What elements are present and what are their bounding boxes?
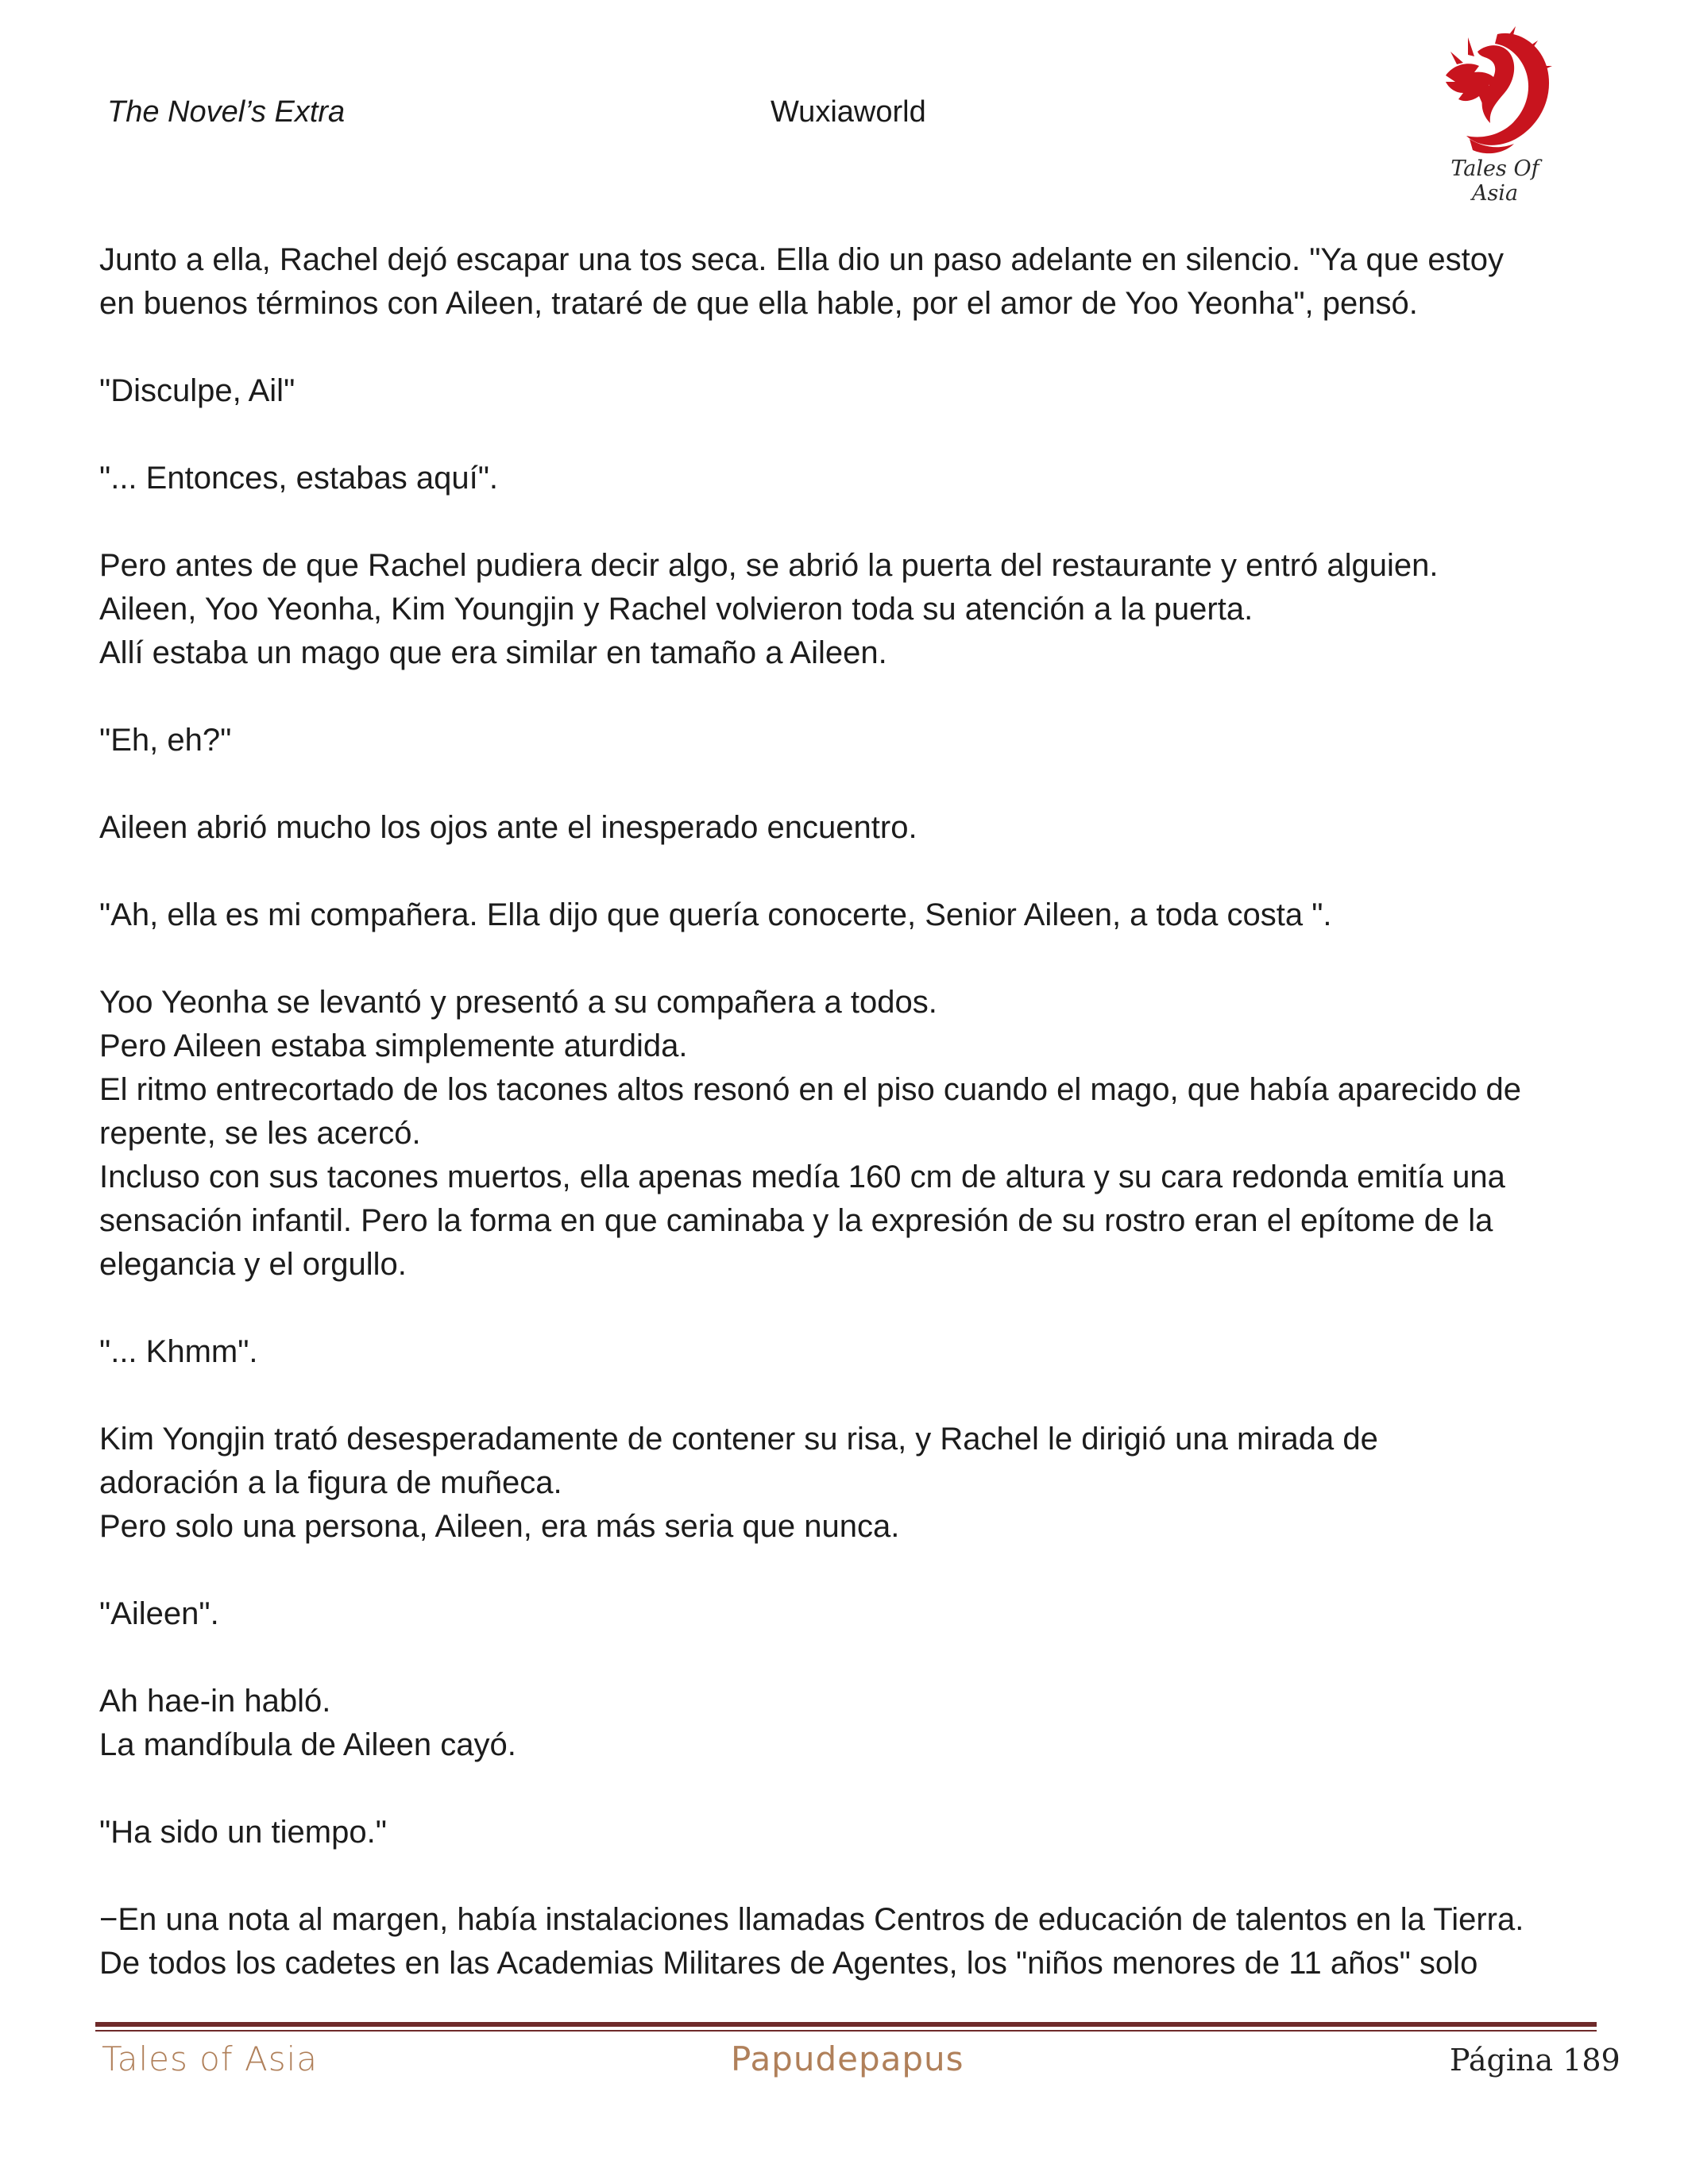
- text-line: Junto a ella, Rachel dejó escapar una tos seca. Ella dio un paso adelante en silencio. "Ya que estoy: [99, 242, 1504, 277]
- logo-text: Tales Of Asia: [1450, 156, 1539, 206]
- footer-rule-thin: [95, 2030, 1597, 2032]
- text-line: "Disculpe, Ail": [99, 373, 295, 408]
- text-line: Allí estaba un mago que era similar en tamaño a Aileen.: [99, 635, 887, 670]
- text-line: "Ha sido un tiempo.": [99, 1815, 387, 1850]
- paragraph: [99, 1898, 1593, 1985]
- text-line: El ritmo entrecortado de los tacones altos resonó en el piso cuando el mago, que había aparecido de: [99, 1072, 1522, 1107]
- paragraph: [99, 1811, 1593, 1854]
- paragraph: [99, 719, 1593, 762]
- paragraph: [99, 893, 1593, 937]
- footer-translator: Papudepapus: [731, 2039, 964, 2078]
- text-line: "Eh, eh?": [99, 723, 232, 758]
- text-line: Yoo Yeonha se levantó y presentó a su compañera a todos.: [99, 985, 937, 1020]
- footer-rule-thick: [95, 2022, 1597, 2027]
- footer-site: Tales of Asia: [102, 2039, 319, 2078]
- text-line: Kim Yongjin trató desesperadamente de contener su risa, y Rachel le dirigió una mirada de: [99, 1422, 1378, 1457]
- text-line: "... Entonces, estabas aquí".: [99, 461, 499, 496]
- text-line: −En una nota al margen, había instalaciones llamadas Centros de educación de talentos en la Tierra.: [99, 1902, 1524, 1937]
- text-line: Pero antes de que Rachel pudiera decir algo, se abrió la puerta del restaurante y entró alguien.: [99, 548, 1439, 583]
- paragraph: [99, 1418, 1593, 1549]
- paragraph: [99, 1592, 1593, 1636]
- paragraph: [99, 457, 1593, 500]
- text-line: repente, se les acercó.: [99, 1116, 421, 1151]
- text-line: Incluso con sus tacones muertos, ella apenas medía 160 cm de altura y su cara redonda emitía una: [99, 1160, 1505, 1194]
- text-line: La mandíbula de Aileen cayó.: [99, 1727, 516, 1762]
- text-line: adoración a la figura de muñeca.: [99, 1465, 562, 1500]
- text-line: Ah hae-in habló.: [99, 1684, 331, 1719]
- text-line: "Ah, ella es mi compañera. Ella dijo que quería conocerte, Senior Aileen, a toda costa ".: [99, 897, 1332, 932]
- text-line: "Aileen".: [99, 1596, 219, 1631]
- text-line: elegancia y el orgullo.: [99, 1247, 407, 1282]
- text-line: Aileen abrió mucho los ojos ante el inesperado encuentro.: [99, 810, 917, 845]
- text-line: Pero solo una persona, Aileen, era más seria que nunca.: [99, 1509, 900, 1544]
- text-line: Aileen, Yoo Yeonha, Kim Youngjin y Rachel volvieron toda su atención a la puerta.: [99, 592, 1253, 627]
- text-line: en buenos términos con Aileen, trataré de que ella hable, por el amor de Yoo Yeonha", pensó.: [99, 286, 1418, 321]
- page-number: Página 189: [1450, 2043, 1620, 2078]
- text-line: sensación infantil. Pero la forma en que caminaba y la expresión de su rostro eran el epítome de la: [99, 1203, 1493, 1238]
- text-line: Pero Aileen estaba simplemente aturdida.: [99, 1028, 688, 1063]
- paragraph: [99, 238, 1593, 326]
- tales-of-asia-logo: [1422, 20, 1565, 206]
- paragraph: [99, 981, 1593, 1287]
- paragraph: [99, 1330, 1593, 1374]
- dragon-icon: [1422, 20, 1565, 163]
- paragraph: [99, 369, 1593, 413]
- paragraph: [99, 544, 1593, 675]
- header-source: Wuxiaworld: [771, 95, 926, 129]
- paragraph: [99, 806, 1593, 850]
- paragraph: [99, 1680, 1593, 1767]
- chapter-text: [99, 238, 1593, 2029]
- text-line: De todos los cadetes en las Academias Militares de Agentes, los "niños menores de 11 años" solo: [99, 1946, 1478, 1981]
- text-line: "... Khmm".: [99, 1334, 258, 1369]
- header-book-title: The Novel’s Extra: [107, 95, 346, 129]
